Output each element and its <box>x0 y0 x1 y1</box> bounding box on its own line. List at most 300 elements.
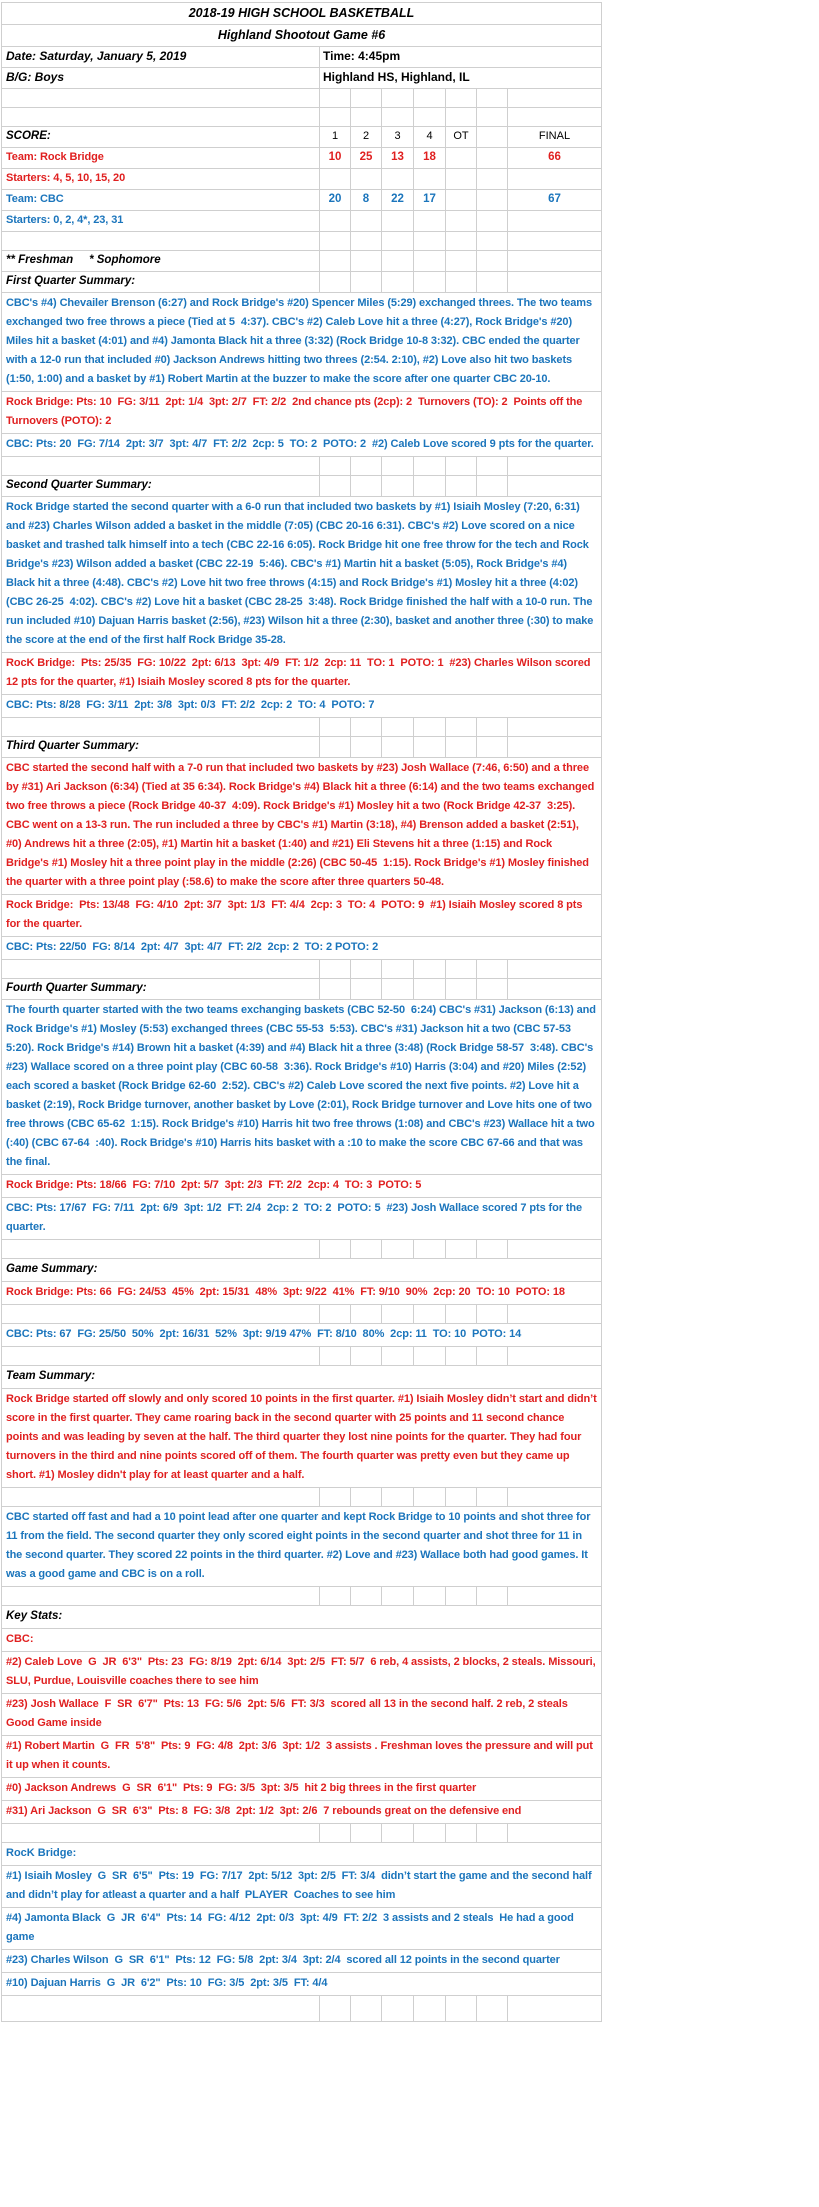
paragraph-text: Rock Bridge: Pts: 18/66 FG: 7/10 2pt: 5/7 3pt: 2/3 FT: 2/2 2cp: 4 TO: 3 POTO: 5 <box>6 1179 422 1191</box>
quarter-score <box>445 148 476 168</box>
grid-cell <box>381 960 413 978</box>
grid-cell <box>381 89 413 107</box>
grid-cell <box>350 169 381 189</box>
team-name: Team: CBC <box>6 193 64 205</box>
grid-cell <box>476 476 507 496</box>
paragraph-text: CBC's #4) Chevailer Brenson (6:27) and Rock Bridge's #20) Spencer Miles (5:29) exchanged threes. The two teams exchanged two free throws a piece (Tied at 5 4:37). CBC's #2) Caleb Love hit a three (4:27), Rock Bridge's #20) Miles hit a basket (4:01) and #4) Jamonta Black hit a three (3:32) (Rock Bridge 10-8 3:32). CBC ended the quarter with a 12-0 run that included #0) Jackson Andrews hitting two threes (2:54. 2:10), #2) Love also hit two baskets (1:50, 1:00) and a basket by #1) Robert Martin at the buzzer to make the score after one quarter CBC 20-10. <box>6 297 595 385</box>
grid-cell <box>381 1587 413 1605</box>
grid-cell <box>507 979 601 999</box>
grid-cell <box>507 1488 601 1506</box>
grid-cell <box>319 960 350 978</box>
quarter-score: 25 <box>350 148 381 168</box>
team-label: RocK Bridge: <box>6 1847 77 1859</box>
grid-cell <box>507 718 601 736</box>
grid-cell <box>507 232 601 250</box>
grid-cell <box>413 718 445 736</box>
grid-cell <box>476 1996 507 2021</box>
grid-cell <box>350 718 381 736</box>
period-header: OT <box>445 127 476 147</box>
sheet-row-blank <box>1 1587 602 1606</box>
grid-cells <box>319 476 601 496</box>
grid-cell <box>381 232 413 250</box>
page-subtitle: Highland Shootout Game #6 <box>217 28 386 42</box>
grid-cell <box>319 476 350 496</box>
paragraph-text: CBC: Pts: 67 FG: 25/50 50% 2pt: 16/31 52% 3pt: 9/19 47% FT: 8/10 80% 2cp: 11 TO: 10 POTO: 14 <box>6 1328 522 1340</box>
grid-cell <box>445 979 476 999</box>
cell-a <box>2 108 319 126</box>
grid-cell <box>413 1347 445 1365</box>
grid-cell <box>476 251 507 271</box>
grid-cell <box>507 457 601 475</box>
sheet-row-para <box>1 1198 602 1240</box>
grid-cell <box>507 169 601 189</box>
game-date: Date: Saturday, January 5, 2019 <box>6 49 187 63</box>
grid-cell <box>350 1824 381 1842</box>
grid-cell <box>413 251 445 271</box>
grid-cell <box>350 960 381 978</box>
cell-a <box>2 232 319 250</box>
grid-cells <box>319 1488 601 1506</box>
paragraph-text: Rock Bridge started off slowly and only scored 10 points in the first quarter. #1) Isiaih Mosley didn’t start and didn’t score in the first quarter. They came roaring back in the second quarter with 25 points and 11 second chance points and was leading by seven at the half. The third quarter they lost nine points for the quarter. They had four turnovers in the third and nine points scored off of them. The fourth quarter was pretty even but they came up short. #1) Mosley didn't play for at least quarter and a half. <box>6 1393 600 1481</box>
sheet-row-para <box>1 758 602 895</box>
grid-cell <box>413 1824 445 1842</box>
scoresheet <box>1 2 602 2022</box>
grid-cell <box>350 1488 381 1506</box>
paragraph-text: #23) Josh Wallace F SR 6'7" Pts: 13 FG: 5/6 2pt: 5/6 FT: 3/3 scored all 13 in the second half. 2 reb, 2 steals Good Game inside <box>6 1698 574 1729</box>
sheet-row-date <box>1 47 602 68</box>
grid-cells <box>319 190 601 210</box>
grid-cell <box>445 169 476 189</box>
grid-cell <box>350 211 381 231</box>
sheet-row-title <box>1 25 602 47</box>
grid-cell <box>445 476 476 496</box>
sheet-row-para <box>1 1389 602 1488</box>
section-heading: First Quarter Summary: <box>6 275 136 287</box>
grid-cell <box>413 1996 445 2021</box>
paragraph-text: Rock Bridge started the second quarter with a 6-0 run that included two baskets by #1) Isiaih Mosley (7:20, 6:31) and #23) Charles Wilson added a basket in the middle (7:05) (CBC 20-16 6:31). CBC's #2) Love scored on a nice basket and trashed talk himself into a tech (CBC 22-16 6:05). Rock Bridge hit one free throw for the tech and Rock Bridge's #23) Wilson added a basket (CBC 22-19 5:46). CBC's #1) Martin hit a basket (5:05), Rock Bridge's #4) Black hit a three (4:48). CBC's #2) Love hit two free throws (4:15) and Rock Bridge's #1) Mosley hit a three (4:02) (CBC 26-25 4:02). CBC's #2) Love hit a basket (CBC 28-25 3:48). Rock Bridge finished the half with a 10-0 run. The run included #10) Dajuan Harris basket (2:56), #23) Wilson hit a three (2:30), basket and another three (:30) to make the score at the end of the first half Rock Bridge 35-28. <box>6 501 597 646</box>
grid-cell <box>445 251 476 271</box>
grid-cell <box>319 718 350 736</box>
sheet-row-blank <box>1 1996 602 2022</box>
grid-cells <box>319 1240 601 1258</box>
grid-cell <box>413 476 445 496</box>
grid-cell <box>319 1347 350 1365</box>
sheet-row-para <box>1 1801 602 1824</box>
grid-cell <box>413 108 445 126</box>
team-score-row <box>1 148 602 169</box>
grid-cell <box>507 1824 601 1842</box>
grid-cell <box>476 1240 507 1258</box>
grid-cells <box>319 457 601 475</box>
period-header-final: FINAL <box>507 127 601 147</box>
section-heading: Second Quarter Summary: <box>6 479 152 491</box>
grid-cell <box>381 737 413 757</box>
grid-cell <box>476 169 507 189</box>
grid-cell <box>445 1240 476 1258</box>
paragraph-text: The fourth quarter started with the two teams exchanging baskets (CBC 52-50 6:24) CBC's #31) Jackson (6:13) and Rock Bridge's #1) Mosley (5:53) exchanged threes (CBC 55-53 5:53). CBC's #31) Jackson hit a two (CBC 57-53 5:20). Rock Bridge's #14) Brown hit a basket (4:39) and #4) Black hit a three (3:48) (Rock Bridge 58-57 3:48). CBC's #23) Wallace scored on a three point play (CBC 60-58 3:36). Rock Bridge's #10) Harris (3:04) and #20) Miles (2:52) each scored a basket (Rock Bridge 62-60 2:52). CBC's #2) Caleb Love scored the next five points. #2) Love hit a basket (2:19), Rock Bridge turnover, another basket by Love (2:01), Rock Bridge turnover and Love hits one of two free throws (CBC 65-62 1:15). Rock Bridge's #10) Harris hit two free throws (1:08) and CBC's #23) Wallace hit a two (:40) (CBC 67-64 :40). Rock Bridge's #10) Harris hits basket with a :10 to make the score CBC 67-66 and that was the final. <box>6 1004 599 1168</box>
sheet-row-para <box>1 895 602 937</box>
grid-cell <box>319 211 350 231</box>
grid-cell <box>476 979 507 999</box>
section-heading: Game Summary: <box>6 1263 98 1275</box>
grid-cells <box>319 960 601 978</box>
paragraph-text: CBC: Pts: 20 FG: 7/14 2pt: 3/7 3pt: 4/7 FT: 2/2 2cp: 5 TO: 2 POTO: 2 #2) Caleb Love scored 9 pts for the quarter. <box>6 438 594 450</box>
grid-cell <box>381 1488 413 1506</box>
sheet-row-label <box>1 1843 602 1866</box>
game-time: Time: 4:45pm <box>319 47 601 67</box>
sheet-row-heading <box>1 1259 602 1282</box>
grid-cell <box>413 1240 445 1258</box>
cell-a <box>2 718 319 736</box>
grid-cell <box>507 1240 601 1258</box>
paragraph-text: #1) Isiaih Mosley G SR 6'5" Pts: 19 FG: 7/17 2pt: 5/12 3pt: 2/5 FT: 3/4 didn’t start the game and the second half and didn’t play for atleast a quarter and a half PLAYER Coaches to see him <box>6 1870 595 1901</box>
grid-cell <box>445 89 476 107</box>
sheet-row-blank <box>1 718 602 737</box>
grid-cell <box>445 1305 476 1323</box>
score-label: SCORE: <box>6 130 51 142</box>
cell-a <box>2 1587 319 1605</box>
grid-cells <box>319 108 601 126</box>
paragraph-text: #1) Robert Martin G FR 5'8" Pts: 9 FG: 4/8 2pt: 3/6 3pt: 1/2 3 assists . Freshman loves the pressure and will put it up when it counts. <box>6 1740 596 1771</box>
quarter-score: 22 <box>381 190 413 210</box>
sheet-row-title <box>1 3 602 25</box>
sheet-row-para <box>1 1908 602 1950</box>
grid-cell <box>319 737 350 757</box>
quarter-score: 13 <box>381 148 413 168</box>
paragraph-text: Rock Bridge: Pts: 10 FG: 3/11 2pt: 1/4 3pt: 2/7 FT: 2/2 2nd chance pts (2cp): 2 Turnovers (TO): 2 Points off the Turnovers (POTO): 2 <box>6 396 586 427</box>
grid-cells <box>319 251 601 271</box>
grid-cell <box>381 272 413 292</box>
grid-cell <box>445 1996 476 2021</box>
section-heading: Fourth Quarter Summary: <box>6 982 147 994</box>
sheet-row-heading <box>1 1606 602 1629</box>
paragraph-text: CBC: Pts: 8/28 FG: 3/11 2pt: 3/8 3pt: 0/3 FT: 2/2 2cp: 2 TO: 4 POTO: 7 <box>6 699 375 711</box>
cell-a <box>2 1347 319 1365</box>
grid-cell <box>381 1347 413 1365</box>
quarter-score <box>445 190 476 210</box>
grid-cell <box>507 1305 601 1323</box>
paragraph-text: CBC: Pts: 17/67 FG: 7/11 2pt: 6/9 3pt: 1/2 FT: 2/4 2cp: 2 TO: 2 POTO: 5 #23) Josh Wallace scored 7 pts for the quarter. <box>6 1202 586 1233</box>
grid-cells <box>319 979 601 999</box>
sheet-row-para <box>1 653 602 695</box>
grid-cells <box>319 1305 601 1323</box>
grid-cell <box>350 108 381 126</box>
grid-cell <box>413 169 445 189</box>
final-score: 66 <box>507 148 601 168</box>
starters-list: Starters: 4, 5, 10, 15, 20 <box>6 172 126 184</box>
sheet-row-blank <box>1 1488 602 1507</box>
grid-cell <box>476 1824 507 1842</box>
cell-a <box>2 89 319 107</box>
grid-cell <box>507 476 601 496</box>
grid-cell <box>445 1587 476 1605</box>
grid-cell <box>381 457 413 475</box>
team-score-row <box>1 190 602 211</box>
grid-cell <box>413 960 445 978</box>
sheet-row-para <box>1 293 602 392</box>
grid-cell <box>476 272 507 292</box>
cell-a <box>2 1240 319 1258</box>
cell-a <box>2 1305 319 1323</box>
sheet-row-para <box>1 1778 602 1801</box>
sheet-row-heading <box>1 1366 602 1389</box>
period-header: 1 <box>319 127 350 147</box>
grid-cell <box>381 169 413 189</box>
final-score: 67 <box>507 190 601 210</box>
grid-cells <box>319 232 601 250</box>
grid-cell <box>413 1305 445 1323</box>
grid-cell <box>507 1347 601 1365</box>
team-label: CBC: <box>6 1633 34 1645</box>
grid-cells <box>319 737 601 757</box>
grid-cell <box>350 476 381 496</box>
grid-cell <box>350 1996 381 2021</box>
sheet-row-blank <box>1 232 602 251</box>
grid-cell <box>476 718 507 736</box>
sheet-row-blank <box>1 457 602 476</box>
grid-cell <box>445 108 476 126</box>
sheet-row-para <box>1 1000 602 1175</box>
grid-cell <box>413 272 445 292</box>
grid-cell <box>413 737 445 757</box>
grid-cell <box>319 89 350 107</box>
grid-cell <box>476 737 507 757</box>
quarter-score: 20 <box>319 190 350 210</box>
grid-cell <box>319 979 350 999</box>
sheet-row-gender-location <box>1 68 602 89</box>
grid-cell <box>381 1305 413 1323</box>
sheet-row-note <box>1 737 602 758</box>
grid-cell <box>319 1305 350 1323</box>
paragraph-text: #31) Ari Jackson G SR 6'3" Pts: 8 FG: 3/8 2pt: 1/2 3pt: 2/6 7 rebounds great on the defensive end <box>6 1805 522 1817</box>
grid-cell <box>319 457 350 475</box>
grid-cell <box>319 1824 350 1842</box>
paragraph-text: Rock Bridge: Pts: 13/48 FG: 4/10 2pt: 3/7 3pt: 1/3 FT: 4/4 2cp: 3 TO: 4 POTO: 9 #1) Isiaih Mosley scored 8 pts for the quarter. <box>6 899 586 930</box>
quarter-score: 10 <box>319 148 350 168</box>
grid-cell <box>381 979 413 999</box>
sheet-row-note <box>1 251 602 272</box>
grid-cell <box>413 1587 445 1605</box>
sheet-row-para <box>1 1175 602 1198</box>
paragraph-text: RocK Bridge: Pts: 25/35 FG: 10/22 2pt: 6/13 3pt: 4/9 FT: 1/2 2cp: 11 TO: 1 POTO: 1 #23) Charles Wilson scored 12 pts for the quarter, #1) Isiaih Mosley scored 8 pts for the quarter. <box>6 657 594 688</box>
grid-cell <box>507 89 601 107</box>
sheet-row-para <box>1 937 602 960</box>
grid-cell <box>350 232 381 250</box>
cell-a <box>2 1996 319 2021</box>
grid-cells <box>319 1996 601 2021</box>
quarter-score: 8 <box>350 190 381 210</box>
paragraph-text: #4) Jamonta Black G JR 6'4" Pts: 14 FG: 4/12 2pt: 0/3 3pt: 4/9 FT: 2/2 3 assists and 2 steals He had a good game <box>6 1912 577 1943</box>
section-heading: Key Stats: <box>6 1610 63 1622</box>
grid-cell <box>445 1347 476 1365</box>
grid-cell <box>445 718 476 736</box>
team-name: Team: Rock Bridge <box>6 151 104 163</box>
grid-cell <box>507 1996 601 2021</box>
game-location: Highland HS, Highland, IL <box>319 68 601 88</box>
paragraph-text: #2) Caleb Love G JR 6'3" Pts: 23 FG: 8/19 2pt: 6/14 3pt: 2/5 FT: 5/7 6 reb, 4 assists, 2 blocks, 2 steals. Missouri, SLU, Purdue, Louisville coaches there to see him <box>6 1656 599 1687</box>
grid-cell <box>507 1587 601 1605</box>
grid-cells <box>319 148 601 168</box>
section-heading: Team Summary: <box>6 1370 96 1382</box>
grid-cell <box>507 272 601 292</box>
grid-cells <box>319 169 601 189</box>
sheet-row-para <box>1 434 602 457</box>
grid-cell <box>413 1488 445 1506</box>
grid-cell <box>381 718 413 736</box>
cell-a <box>2 960 319 978</box>
grid-cell <box>381 1240 413 1258</box>
grid-cell <box>319 108 350 126</box>
grid-cell <box>476 108 507 126</box>
quarter-score: 17 <box>413 190 445 210</box>
paragraph-text: #0) Jackson Andrews G SR 6'1" Pts: 9 FG: 3/5 3pt: 3/5 hit 2 big threes in the first quarter <box>6 1782 477 1794</box>
starters-row <box>1 169 602 190</box>
grid-cell <box>413 89 445 107</box>
grid-cell <box>350 1587 381 1605</box>
grid-cell <box>381 251 413 271</box>
grid-cell <box>445 960 476 978</box>
grid-cell <box>350 737 381 757</box>
grid-cell <box>319 1488 350 1506</box>
grid-cell <box>319 232 350 250</box>
paragraph-text: CBC: Pts: 22/50 FG: 8/14 2pt: 4/7 3pt: 4/7 FT: 2/2 2cp: 2 TO: 2 POTO: 2 <box>6 941 379 953</box>
grid-cells <box>319 1587 601 1605</box>
grid-cell <box>350 1347 381 1365</box>
section-heading: ** Freshman * Sophomore <box>6 254 161 266</box>
grid-cells <box>319 272 601 292</box>
grid-cell <box>445 457 476 475</box>
grid-cell <box>319 1587 350 1605</box>
grid-cell <box>350 979 381 999</box>
paragraph-text: #10) Dajuan Harris G JR 6'2" Pts: 10 FG: 3/5 2pt: 3/5 FT: 4/4 <box>6 1977 328 1989</box>
paragraph-text: CBC started off fast and had a 10 point lead after one quarter and kept Rock Bridge to 10 points and shot three for 11 from the field. The second quarter they only scored eight points in the second quarter and shot three for 11 in the second quarter. They scored 22 points in the third quarter. #2) Love and #23) Wallace both had good games. It was a good game and CBC is on a roll. <box>6 1511 594 1580</box>
quarter-score <box>476 148 507 168</box>
sheet-row-para <box>1 1866 602 1908</box>
grid-cell <box>476 232 507 250</box>
grid-cell <box>507 960 601 978</box>
grid-cell <box>319 1240 350 1258</box>
grid-cell <box>507 251 601 271</box>
period-header <box>476 127 507 147</box>
grid-cells <box>319 89 601 107</box>
period-header: 3 <box>381 127 413 147</box>
grid-cell <box>319 1996 350 2021</box>
paragraph-text: #23) Charles Wilson G SR 6'1" Pts: 12 FG: 5/8 2pt: 3/4 3pt: 2/4 scored all 12 points in the second quarter <box>6 1954 560 1966</box>
sheet-row-blank <box>1 960 602 979</box>
paragraph-text: Rock Bridge: Pts: 66 FG: 24/53 45% 2pt: 15/31 48% 3pt: 9/22 41% FT: 9/10 90% 2cp: 20 TO: 10 POTO: 18 <box>6 1286 565 1298</box>
sheet-row-note <box>1 476 602 497</box>
grid-cell <box>350 1305 381 1323</box>
sheet-row-blank <box>1 1824 602 1843</box>
grid-cell <box>350 89 381 107</box>
body-rows <box>1 232 602 2022</box>
score-header-row <box>1 127 602 148</box>
paragraph-text: CBC started the second half with a 7-0 run that included two baskets by #23) Josh Wallace (7:46, 6:50) and a three by #31) Ari Jackson (6:34) (Tied at 35 6:34). Rock Bridge's #4) Black hit a three (6:14) and the two teams exchanged two free throws a piece (Rock Bridge 40-37 4:09). Rock Bridge's #1) Mosley hit a two (Rock Bridge 42-37 3:25). CBC went on a 13-3 run. The run included a three by CBC's #1) Martin (3:18), #4) Brenson added a basket (2:51), #0) Andrews hit a three (2:05), #1) Martin hit a basket (1:40) and #21) Eli Stevens hit a three (1:15) and Rock Bridge's #1) Mosley hit a three point play in the middle (2:26) (CBC 50-45 1:15). Rock Bridge's #1) Mosley finished the quarter with a three point play (:58.6) to make the score after three quarters 50-48. <box>6 762 598 888</box>
grid-cell <box>413 979 445 999</box>
sheet-row-para <box>1 1973 602 1996</box>
grid-cell <box>381 1824 413 1842</box>
sheet-row-blank <box>1 89 602 108</box>
sheet-row-blank <box>1 1305 602 1324</box>
grid-cell <box>445 232 476 250</box>
grid-cell <box>445 211 476 231</box>
grid-cell <box>381 1996 413 2021</box>
grid-cell <box>445 737 476 757</box>
grid-cell <box>381 211 413 231</box>
period-header: 2 <box>350 127 381 147</box>
sheet-row-note <box>1 979 602 1000</box>
sheet-row-para <box>1 695 602 718</box>
grid-cells <box>319 211 601 231</box>
grid-cell <box>476 1587 507 1605</box>
grid-cell <box>445 1488 476 1506</box>
grid-cells <box>319 127 601 147</box>
grid-cell <box>350 251 381 271</box>
grid-cell <box>476 89 507 107</box>
quarter-score <box>476 190 507 210</box>
grid-cells <box>319 1347 601 1365</box>
quarter-score: 18 <box>413 148 445 168</box>
grid-cells <box>319 1824 601 1842</box>
grid-cell <box>381 108 413 126</box>
sheet-row-blank <box>1 1240 602 1259</box>
grid-cell <box>507 108 601 126</box>
sheet-row-note <box>1 272 602 293</box>
grid-cell <box>476 1488 507 1506</box>
grid-cell <box>413 457 445 475</box>
grid-cell <box>445 272 476 292</box>
grid-cell <box>319 251 350 271</box>
page-title: 2018-19 HIGH SCHOOL BASKETBALL <box>188 6 415 20</box>
grid-cell <box>507 737 601 757</box>
grid-cell <box>413 232 445 250</box>
sheet-row-para <box>1 1652 602 1694</box>
starters-row <box>1 211 602 232</box>
sheet-row-para <box>1 392 602 434</box>
game-gender: B/G: Boys <box>6 70 65 84</box>
grid-cell <box>476 457 507 475</box>
sheet-row-para <box>1 1950 602 1973</box>
sheet-row-label <box>1 1629 602 1652</box>
sheet-row-blank <box>1 1347 602 1366</box>
sheet-row-para <box>1 1282 602 1305</box>
period-header: 4 <box>413 127 445 147</box>
grid-cell <box>319 169 350 189</box>
grid-cell <box>319 272 350 292</box>
sheet-row-para <box>1 1694 602 1736</box>
cell-a <box>2 457 319 475</box>
sheet-row-blank <box>1 108 602 127</box>
grid-cell <box>476 960 507 978</box>
cell-a <box>2 1488 319 1506</box>
grid-cell <box>413 211 445 231</box>
grid-cell <box>507 211 601 231</box>
grid-cell <box>445 1824 476 1842</box>
grid-cell <box>476 1347 507 1365</box>
grid-cells <box>319 718 601 736</box>
grid-cell <box>381 476 413 496</box>
grid-cell <box>476 1305 507 1323</box>
sheet-row-para <box>1 497 602 653</box>
sheet-row-para <box>1 1507 602 1587</box>
starters-list: Starters: 0, 2, 4*, 23, 31 <box>6 214 124 226</box>
sheet-row-para <box>1 1324 602 1347</box>
grid-cell <box>350 272 381 292</box>
grid-cell <box>350 457 381 475</box>
section-heading: Third Quarter Summary: <box>6 740 139 752</box>
sheet-row-para <box>1 1736 602 1778</box>
grid-cell <box>350 1240 381 1258</box>
